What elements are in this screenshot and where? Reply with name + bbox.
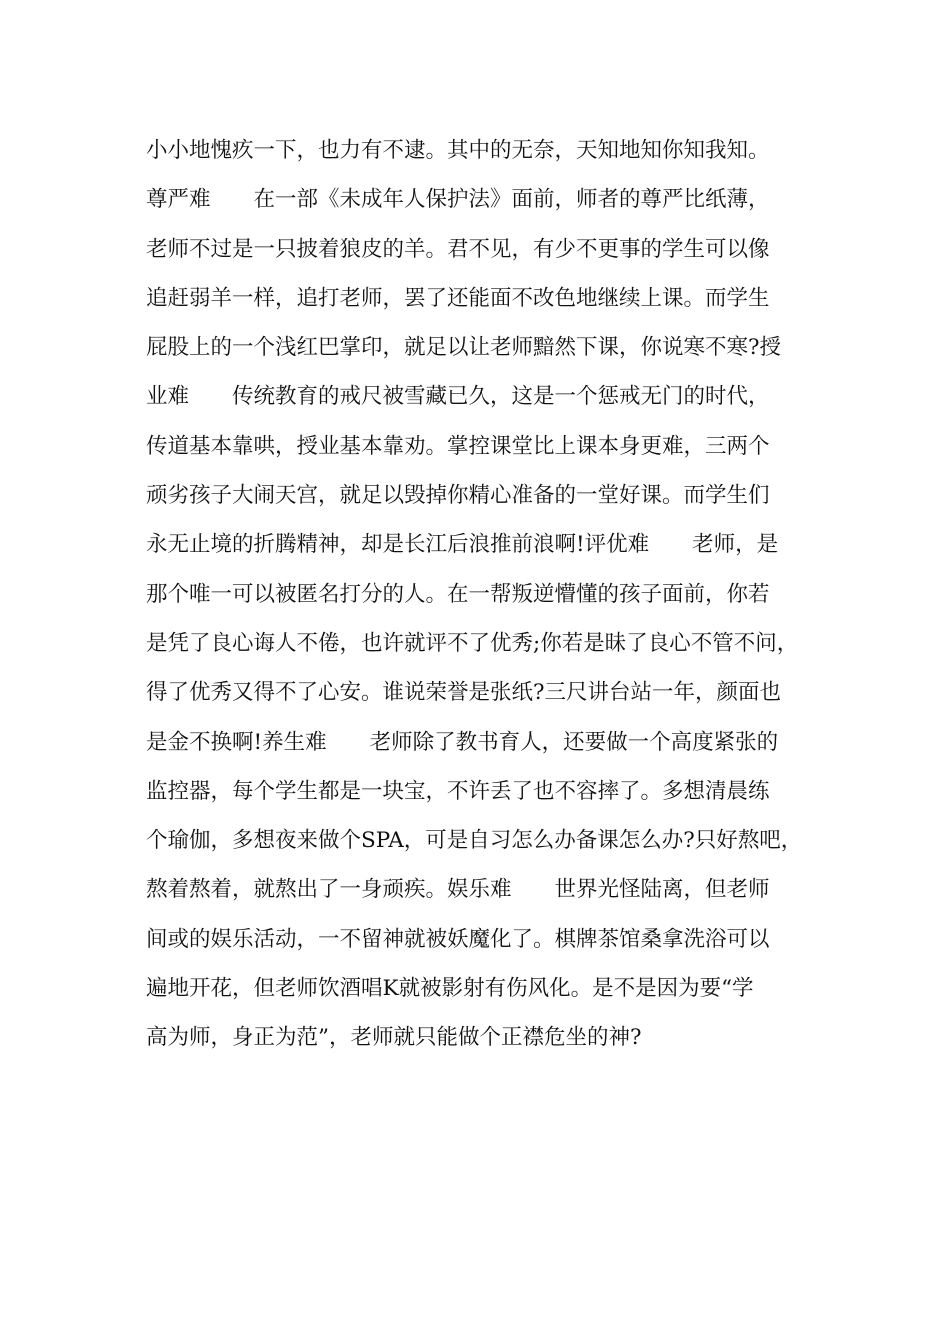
text-line: 传道基本靠哄，授业基本靠劝。掌控课堂比上课本身更难，三两个 (146, 433, 770, 459)
text-line: 那个唯一可以被匿名打分的人。在一帮叛逆懵懂的孩子面前，你若 (146, 581, 770, 607)
text-line: 小小地愧疚一下，也力有不逮。其中的无奈，天知地知你知我知。 (146, 138, 770, 163)
text-line: 个瑜伽，多想夜来做个SPA，可是自习怎么办备课怎么办?只好熬吧， (146, 828, 803, 854)
body-text (146, 126, 826, 1063)
text-line: 屁股上的一个浅红巴掌印，就足以让老师黯然下课，你说寒不寒?授 (146, 335, 782, 361)
text-line: 老师不过是一只披着狼皮的羊。君不见，有少不更事的学生可以像 (146, 236, 770, 262)
text-line: 熬着熬着，就熬出了一身顽疾。娱乐难 世界光怪陆离，但老师 (146, 877, 770, 903)
text-line: 是凭了良心诲人不倦，也许就评不了优秀;你若是昧了良心不管不问， (146, 630, 799, 656)
text-line: 业难 传统教育的戒尺被雪藏已久，这是一个惩戒无门的时代， (146, 384, 770, 410)
text-line: 顽劣孩子大闹天宫，就足以毁掉你精心准备的一堂好课。而学生们 (146, 483, 770, 509)
text-line: 得了优秀又得不了心安。谁说荣誉是张纸?三尺讲台站一年，颜面也 (146, 680, 782, 706)
text-line: 间或的娱乐活动，一不留神就被妖魔化了。棋牌茶馆桑拿洗浴可以 (146, 926, 770, 952)
text-line: 高为师，身正为范”，老师就只能做个正襟危坐的神? (146, 1025, 642, 1051)
text-line: 永无止境的折腾精神，却是长江后浪推前浪啊!评优难 老师，是 (146, 532, 779, 558)
text-line: 是金不换啊!养生难 老师除了教书育人，还要做一个高度紧张的 (146, 729, 779, 755)
text-line: 监控器，每个学生都是一块宝，不许丢了也不容摔了。多想清晨练 (146, 778, 770, 804)
text-line: 尊严难 在一部《未成年人保护法》面前，师者的尊严比纸薄， (146, 187, 770, 213)
text-line: 遍地开花，但老师饮酒唱K就被影射有伤风化。是不是因为要“学 (146, 976, 754, 1002)
text-line: 追赶弱羊一样，追打老师，罢了还能面不改色地继续上课。而学生 (146, 285, 770, 311)
